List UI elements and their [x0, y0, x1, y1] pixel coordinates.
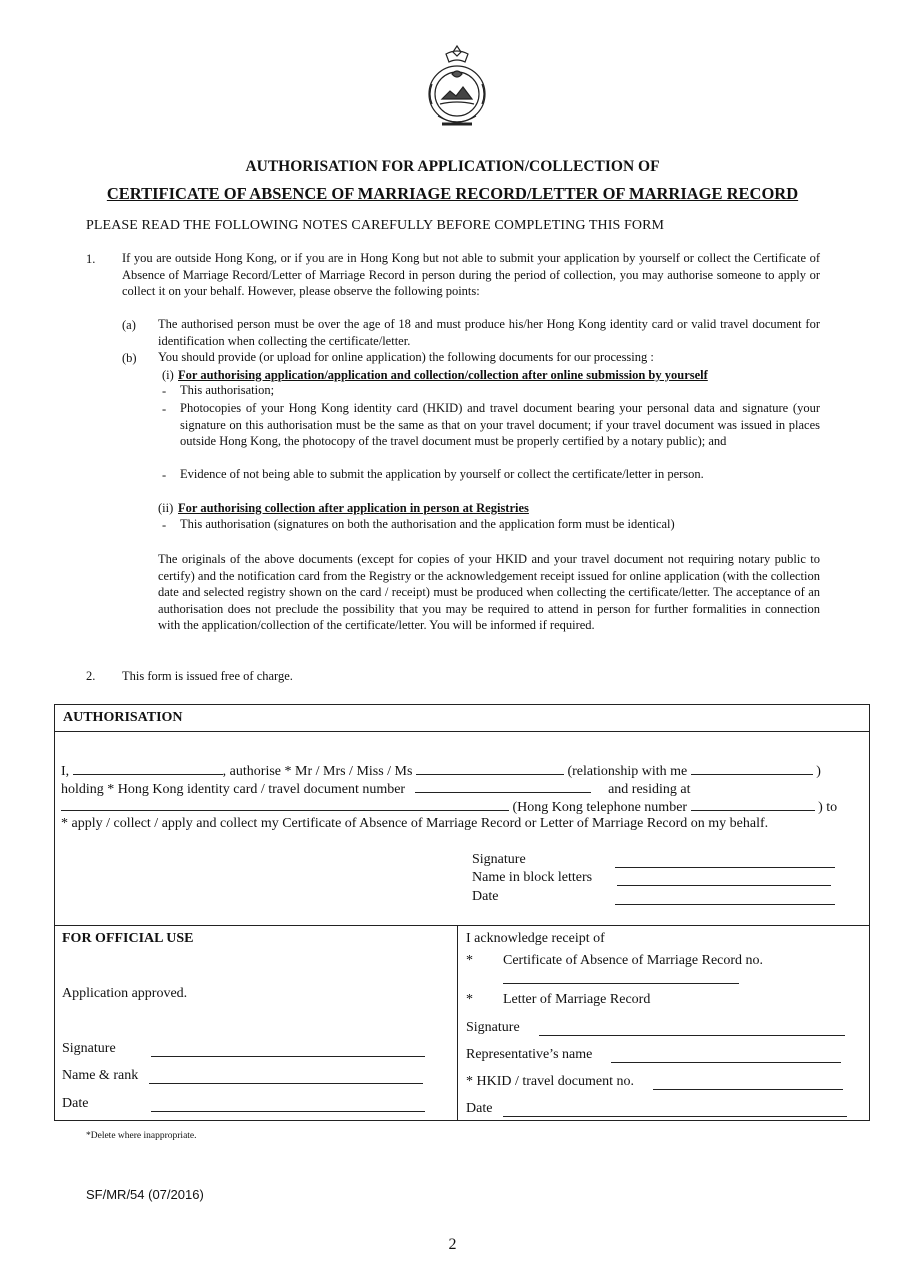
official-signature-label: Signature	[62, 1041, 116, 1056]
sub-i-label: (i)	[162, 368, 174, 382]
dash-marker: -	[162, 468, 167, 482]
certificate-number-field[interactable]	[503, 970, 739, 984]
sub-ii-heading: For authorising collection after application in person at Registries	[178, 501, 529, 515]
note-b-label: (b)	[122, 351, 137, 365]
relationship-field[interactable]	[691, 761, 813, 775]
note-2-number: 2.	[86, 669, 96, 683]
representative-name-label: Representative’s name	[466, 1047, 593, 1062]
sub-ii-label: (ii)	[158, 501, 174, 515]
signature-field[interactable]	[615, 854, 835, 868]
certificate-option-label: Certificate of Absence of Marriage Record no.	[503, 953, 764, 968]
hkid-travel-doc-label: * HKID / travel document no.	[466, 1074, 634, 1089]
title-line-2: CERTIFICATE OF ABSENCE OF MARRIAGE RECORD/LETTER OF MARRIAGE RECORD	[106, 184, 799, 203]
originals-note: The originals of the above documents (except for copies of your HKID and your travel document not requiring notary public to certify) and the notification card from the Registry or the acknowledgement receipt issued for online application (with the collection date and selected registry shown on the card / receipt) must be produced when collecting the certificate/letter. The acceptance of an authorisation does not preclude the possibility that you may be required to attend in person for further formalities in connection with the application/collection of the certificate/letter. You will be informed if required.	[158, 552, 820, 632]
official-use-heading: FOR OFFICIAL USE	[62, 931, 194, 946]
authorise-label: , authorise * Mr / Mrs / Miss / Ms	[222, 764, 413, 779]
letter-star: *	[466, 992, 473, 1007]
authorisation-line-2	[61, 779, 691, 798]
address-field[interactable]	[61, 797, 509, 811]
cert-star: *	[466, 953, 473, 968]
sub-i-item-2: Photocopies of your Hong Kong identity card (HKID) and travel document bearing your personal data and signature (your signature on this authorisation must be the same as that on your travel document; if your travel document was issued in places outside Hong Kong, the photocopy of the travel document must be properly certified by a notary public); and	[180, 401, 820, 448]
receipt-heading: I acknowledge receipt of	[466, 931, 605, 946]
authorised-person-name-field[interactable]	[416, 761, 564, 775]
letter-option-label: Letter of Marriage Record	[503, 992, 651, 1007]
sub-ii-item-1: This authorisation (signatures on both the authorisation and the application form must be identical)	[180, 517, 675, 531]
relationship-label: (relationship with me	[567, 764, 688, 779]
receipt-signature-field[interactable]	[539, 1022, 845, 1036]
authorisation-line-3	[61, 797, 837, 816]
receipt-date-field[interactable]	[503, 1103, 847, 1117]
id-document-number-field[interactable]	[415, 779, 591, 793]
official-signature-field[interactable]	[151, 1043, 425, 1057]
authorisation-form-box	[54, 704, 870, 1121]
i-label: I,	[61, 764, 70, 779]
note-a-label: (a)	[122, 318, 136, 332]
authorisation-heading: AUTHORISATION	[63, 710, 183, 725]
signature-label: Signature	[472, 852, 526, 867]
delete-note: *Delete where inappropriate.	[86, 1131, 197, 1141]
phone-field[interactable]	[691, 797, 815, 811]
page-number: 2	[448, 1236, 457, 1253]
name-block-letters-field[interactable]	[617, 872, 831, 886]
phone-label: (Hong Kong telephone number	[512, 800, 688, 815]
note-a-text: The authorised person must be over the age of 18 and must produce his/her Hong Kong identity card or valid travel document for identification when collecting the certificate/letter.	[158, 317, 820, 348]
crest-icon	[424, 44, 490, 130]
authorisation-purpose: * apply / collect / apply and collect my Certificate of Absence of Marriage Record or Letter of Marriage Record on my behalf.	[61, 816, 769, 831]
authorisation-line-1	[61, 761, 821, 780]
note-b-text: You should provide (or upload for online application) the following documents for our processing :	[158, 350, 654, 364]
receipt-signature-label: Signature	[466, 1020, 520, 1035]
name-rank-label: Name & rank	[62, 1068, 139, 1083]
receipt-date-label: Date	[466, 1101, 493, 1116]
title-line-1: AUTHORISATION FOR APPLICATION/COLLECTION OF	[245, 158, 660, 175]
note-1-text: If you are outside Hong Kong, or if you are in Hong Kong but not able to submit your application by yourself or collect the Certificate of Absence of Marriage Record/Letter of Marriage Record in person during the period of collection, you may authorise someone to apply or collect it on your behalf. However, please observe the following points:	[122, 251, 820, 298]
name-block-letters-label: Name in block letters	[472, 870, 593, 885]
note-1-number: 1.	[86, 252, 96, 266]
dash-marker: -	[162, 384, 167, 398]
sub-i-heading: For authorising application/application and collection/collection after online submission by yourself	[178, 368, 708, 382]
sub-i-item-3: Evidence of not being able to submit the application by yourself or collect the certificate/letter in person.	[180, 467, 704, 481]
notes-heading: PLEASE READ THE FOLLOWING NOTES CAREFULLY BEFORE COMPLETING THIS FORM	[86, 218, 665, 233]
official-date-field[interactable]	[151, 1098, 425, 1112]
residing-label: and residing at	[608, 782, 691, 797]
dash-marker: -	[162, 402, 167, 416]
holding-label: holding * Hong Kong identity card / travel document number	[61, 782, 406, 797]
form-code: SF/MR/54 (07/2016)	[86, 1187, 204, 1202]
date-field[interactable]	[615, 891, 835, 905]
dash-marker: -	[162, 518, 167, 532]
date-label: Date	[472, 889, 499, 904]
to-label: ) to	[818, 800, 838, 815]
note-2-text: This form is issued free of charge.	[122, 669, 293, 683]
hkid-travel-doc-field[interactable]	[653, 1076, 843, 1090]
close-paren: )	[816, 764, 821, 779]
official-date-label: Date	[62, 1096, 89, 1111]
authoriser-name-field[interactable]	[73, 761, 223, 775]
name-rank-field[interactable]	[149, 1070, 423, 1084]
application-approved-label: Application approved.	[62, 986, 188, 1001]
sub-i-item-1: This authorisation;	[180, 383, 275, 397]
representative-name-field[interactable]	[611, 1049, 841, 1063]
